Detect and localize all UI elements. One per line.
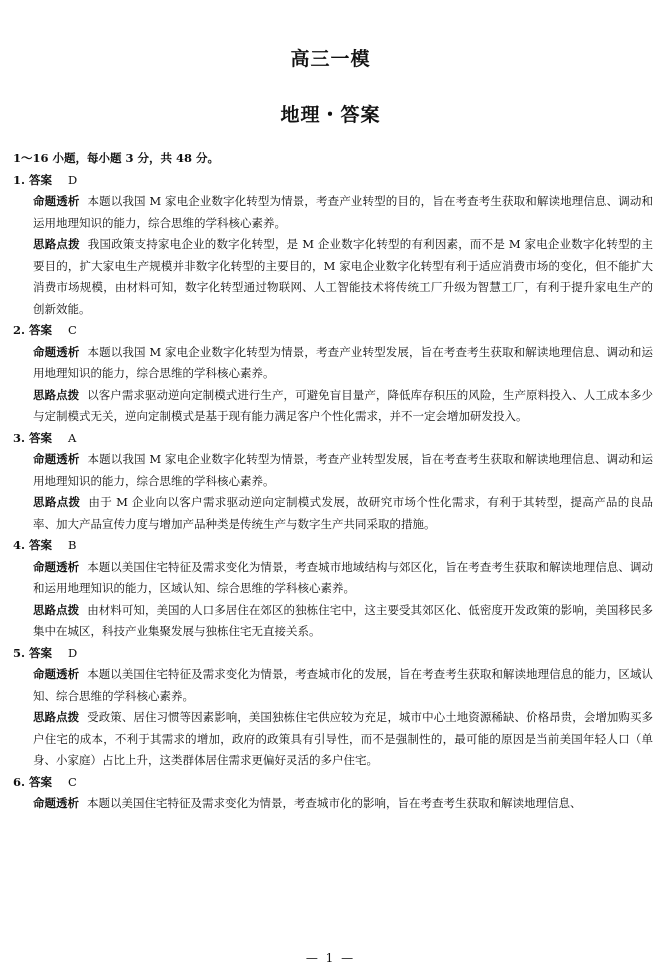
question-header	[13, 535, 653, 557]
analysis-text: 本题以我国 M 家电企业数字化转型为情景，考查产业转型发展，旨在考查考生获取和解读地理信息、调动和运用地理知识的能力，综合思维的学科核心素养。	[33, 344, 653, 380]
analysis-text: 本题以我国 M 家电企业数字化转型为情景，考查产业转型的目的，旨在考查考生获取和解读地理信息、调动和运用地理知识的能力，综合思维的学科核心素养。	[33, 194, 653, 230]
hint-paragraph	[13, 600, 653, 643]
answer-value: C	[68, 323, 77, 337]
hint-text: 由材料可知，美国的人口多居住在郊区的独栋住宅中，这主要受其郊区化、低密度开发政策的影响，美国移民多集中在城区，科技产业集聚发展与独栋住宅无直接关系。	[33, 602, 654, 638]
analysis-paragraph	[13, 793, 653, 815]
analysis-paragraph	[13, 664, 653, 707]
analysis-label: 命题透析	[33, 194, 80, 208]
analysis-paragraph	[13, 557, 653, 600]
question-number: 5.	[13, 645, 26, 660]
question-header	[13, 320, 653, 342]
question-block	[13, 643, 653, 772]
answer-label: 答案	[29, 645, 53, 660]
hint-text: 由于 M 企业向以客户需求驱动逆向定制模式发展，故研究市场个性化需求，有利于其转型，提高产品的良品率、加大产品宣传力度与增加产品种类是传统生产与数字生产共同采取的措施。	[33, 495, 653, 531]
exam-title: 高三一模	[290, 48, 371, 70]
hint-paragraph	[13, 707, 653, 772]
analysis-text: 本题以美国住宅特征及需求变化为情景，考查城市地域结构与郊区化，旨在考查考生获取和解读地理信息、调动和运用地理知识的能力，区域认知、综合思维的学科核心素养。	[33, 559, 654, 595]
scoring-intro: 1～16 小题，每小题 3 分，共 48 分。	[13, 151, 220, 165]
answer-value: A	[68, 430, 77, 445]
answer-label: 答案	[29, 323, 53, 337]
hint-label: 思路点拨	[33, 602, 80, 617]
hint-text: 受政策、居住习惯等因素影响，美国独栋住宅供应较为充足，城市中心土地资源稀缺、价格昂贵，会增加购买多户住宅的成本，不利于其需求的增加，政府的政策具有引导性，而不是强制性的，最可能的原因是当前美国年轻人口（单身、小家庭）占比上升，这类群体居住需求更偏好灵活的多户住宅。	[33, 710, 654, 767]
question-block	[13, 320, 653, 428]
analysis-paragraph	[13, 191, 653, 234]
hint-label: 思路点拨	[33, 387, 80, 402]
answer-label: 答案	[29, 774, 53, 789]
answer-label: 答案	[29, 430, 53, 445]
analysis-label: 命题透析	[33, 452, 80, 466]
analysis-paragraph	[13, 342, 653, 385]
question-block	[13, 170, 653, 321]
question-number: 2.	[13, 323, 26, 337]
analysis-label: 命题透析	[33, 667, 80, 681]
answer-value: C	[68, 774, 77, 789]
page-number: — 1 —	[305, 951, 356, 965]
hint-label: 思路点拨	[33, 495, 81, 509]
answer-label: 答案	[29, 172, 53, 187]
hint-paragraph	[13, 385, 653, 428]
analysis-label: 命题透析	[33, 559, 80, 574]
analysis-text: 本题以美国住宅特征及需求变化为情景，考查城市化的影响，旨在考查考生获取和解读地理信息、	[87, 796, 582, 810]
answer-value: B	[68, 538, 77, 552]
hint-text: 我国政策支持家电企业的数字化转型，是 M 企业数字化转型的有利因素，而不是 M 家电企业数字化转型的主要目的，扩大家电生产规模并非数字化转型的主要目的，M 家电企业数字化转型有利于适应消费市场的变化，但不能扩大消费市场规模，由材料可知，数字化转型通过物联网、人工智能技术将传统工厂升级为智慧工厂，有利于提升家电生产的创新效能。	[33, 237, 653, 316]
question-block	[13, 428, 653, 536]
answer-content	[13, 148, 653, 815]
analysis-paragraph	[13, 449, 653, 492]
hint-paragraph	[13, 492, 653, 535]
question-header	[13, 643, 653, 665]
question-number: 4.	[13, 538, 26, 552]
hint-paragraph	[13, 234, 653, 320]
hint-label: 思路点拨	[33, 237, 80, 251]
hint-text: 以客户需求驱动逆向定制模式进行生产，可避免盲目量产，降低库存积压的风险，生产原料投入、人工成本多少与定制模式无关，逆向定制模式是基于现有能力满足客户个性化需求，并不一定会增加研发投入。	[33, 387, 654, 423]
hint-label: 思路点拨	[33, 710, 80, 724]
answer-value: D	[68, 172, 78, 187]
question-header	[13, 428, 653, 450]
analysis-label: 命题透析	[33, 344, 80, 359]
answer-label: 答案	[29, 538, 53, 552]
question-header	[13, 772, 653, 794]
answer-title: 地理・答案	[280, 104, 381, 126]
question-number: 3.	[13, 430, 26, 445]
question-block	[13, 772, 653, 815]
question-header	[13, 170, 653, 192]
analysis-text: 本题以美国住宅特征及需求变化为情景，考查城市化的发展，旨在考查考生获取和解读地理信息的能力，区域认知、综合思维的学科核心素养。	[33, 667, 654, 703]
question-number: 6.	[13, 774, 26, 789]
question-number: 1.	[13, 172, 26, 187]
analysis-label: 命题透析	[33, 796, 79, 810]
question-block	[13, 535, 653, 643]
answer-value: D	[68, 645, 78, 660]
analysis-text: 本题以我国 M 家电企业数字化转型为情景，考查产业转型发展，旨在考查考生获取和解读地理信息、调动和运用地理知识的能力，综合思维的学科核心素养。	[33, 452, 653, 488]
